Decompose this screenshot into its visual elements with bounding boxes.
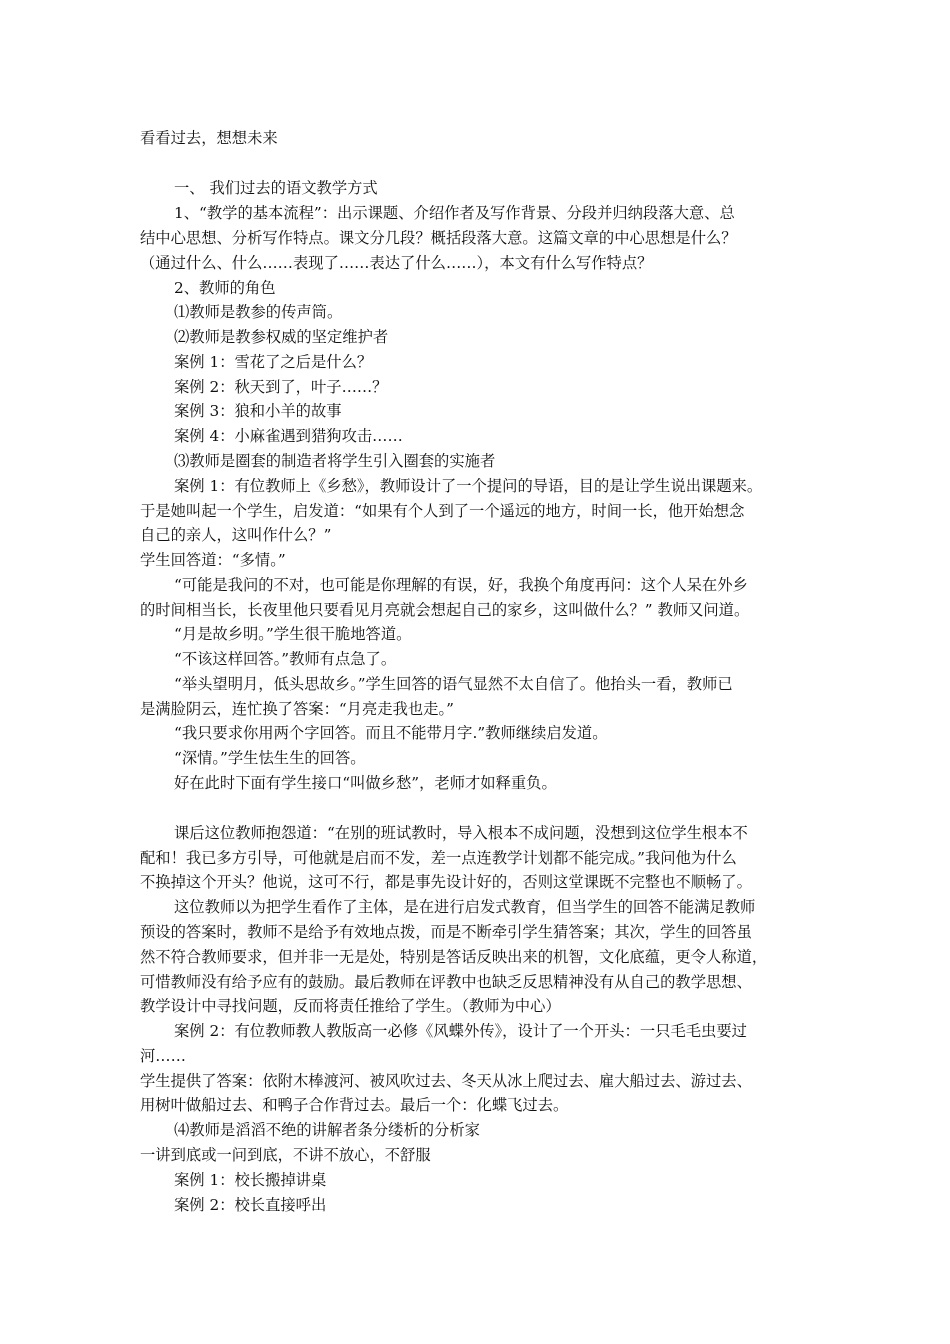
paragraph-line: 不换掉这个开头？他说，这可不行，都是事先设计好的，否则这堂课既不完整也不顺畅了。 bbox=[140, 873, 752, 891]
case-line: 案例 1：雪花了之后是什么？ bbox=[174, 353, 373, 371]
paragraph-line: 然不符合教师要求，但并非一无是处，特别是答话反映出来的机智，文化底蕴，更令人称道， bbox=[140, 948, 768, 966]
paragraph-line: 教学设计中寻找问题，反而将责任推给了学生。（教师为中心） bbox=[140, 997, 561, 1015]
case-line: 案例 4：小麻雀遇到猎狗攻击…… bbox=[174, 427, 403, 445]
paragraph-line: 这位教师以为把学生看作了主体，是在进行启发式教育，但当学生的回答不能满足教师 bbox=[174, 898, 756, 916]
paragraph-line: 预设的答案时，教师不是给予有效地点拨，而是不断牵引学生猜答案；其次，学生的回答虽 bbox=[140, 923, 752, 941]
paragraph-line: 可惜教师没有给予应有的鼓励。最后教师在评教中也缺乏反思精神没有从自己的教学思想、 bbox=[140, 973, 752, 991]
list-item: ⑵教师是教参权威的坚定维护者 bbox=[174, 328, 389, 346]
paragraph-line: （通过什么、什么……表现了……表达了什么……），本文有什么写作特点？ bbox=[140, 254, 653, 272]
case-line: 案例 2：校长直接呼出 bbox=[174, 1196, 327, 1214]
paragraph-line: 1、“教学的基本流程”：出示课题、介绍作者及写作背景、分段并归纳段落大意、总 bbox=[174, 204, 735, 222]
paragraph-line: 一讲到底或一问到底，不讲不放心，不舒服 bbox=[140, 1146, 431, 1164]
paragraph-line: 学生提供了答案：依附木棒渡河、被风吹过去、冬天从冰上爬过去、雇大船过去、游过去、 bbox=[140, 1072, 752, 1090]
paragraph-line: 用树叶做船过去、和鸭子合作背过去。最后一个：化蝶飞过去。 bbox=[140, 1096, 569, 1114]
paragraph-line: 案例 2：有位教师教人教版高一必修《风蝶外传》，设计了一个开头：一只毛毛虫要过 bbox=[174, 1022, 747, 1040]
section-heading: 一、 我们过去的语文教学方式 bbox=[174, 179, 378, 197]
document-title: 看看过去，想想未来 bbox=[140, 129, 278, 147]
paragraph-line: 的时间相当长，长夜里他只要看见月亮就会想起自己的家乡，这叫做什么？” 教师又问道。 bbox=[140, 601, 750, 619]
paragraph-line: “不该这样回答。”教师有点急了。 bbox=[174, 650, 397, 668]
paragraph-line: 自己的亲人，这叫作什么？” bbox=[140, 526, 332, 544]
paragraph-line: “可能是我问的不对，也可能是你理解的有误，好，我换个角度再问：这个人呆在外乡 bbox=[174, 576, 748, 594]
paragraph-line: 课后这位教师抱怨道：“在别的班试教时，导入根本不成问题，没想到这位学生根本不 bbox=[174, 824, 748, 842]
paragraph-line: 结中心思想、分析写作特点。课文分几段？概括段落大意。这篇文章的中心思想是什么？ bbox=[140, 229, 737, 247]
list-item: ⑶教师是圈套的制造者将学生引入圈套的实施者 bbox=[174, 452, 496, 470]
subsection-heading: 2、教师的角色 bbox=[174, 279, 276, 297]
paragraph-line: “深情。”学生怯生生的回答。 bbox=[174, 749, 366, 767]
list-item: ⑷教师是滔滔不绝的讲解者条分缕析的分析家 bbox=[174, 1121, 480, 1139]
case-line: 案例 3：狼和小羊的故事 bbox=[174, 402, 342, 420]
paragraph-line: “我只要求你用两个字回答。而且不能带月字.”教师继续启发道。 bbox=[174, 724, 608, 742]
paragraph-line: 学生回答道：“多情。” bbox=[140, 551, 286, 569]
paragraph-line: 河…… bbox=[140, 1047, 186, 1065]
case-line: 案例 2：秋天到了，叶子……？ bbox=[174, 378, 388, 396]
list-item: ⑴教师是教参的传声筒。 bbox=[174, 303, 343, 321]
paragraph-line: 于是她叫起一个学生，启发道：“如果有个人到了一个遥远的地方，时间一长，他开始想念 bbox=[140, 502, 745, 520]
paragraph-line: 案例 1：有位教师上《乡愁》，教师设计了一个提问的导语，目的是让学生说出课题来。 bbox=[174, 477, 763, 495]
paragraph-line: “月是故乡明。”学生很干脆地答道。 bbox=[174, 625, 412, 643]
paragraph-line: 是满脸阴云，连忙换了答案：“月亮走我也走。” bbox=[140, 700, 454, 718]
paragraph-line: “举头望明月，低头思故乡。”学生回答的语气显然不太自信了。他抬头一看，教师已 bbox=[174, 675, 733, 693]
paragraph-line: 好在此时下面有学生接口“叫做乡愁”，老师才如释重负。 bbox=[174, 774, 557, 792]
paragraph-line: 配和！我已多方引导，可他就是启而不发，差一点连教学计划都不能完成。”我问他为什么 bbox=[140, 849, 737, 867]
case-line: 案例 1：校长搬掉讲桌 bbox=[174, 1171, 327, 1189]
